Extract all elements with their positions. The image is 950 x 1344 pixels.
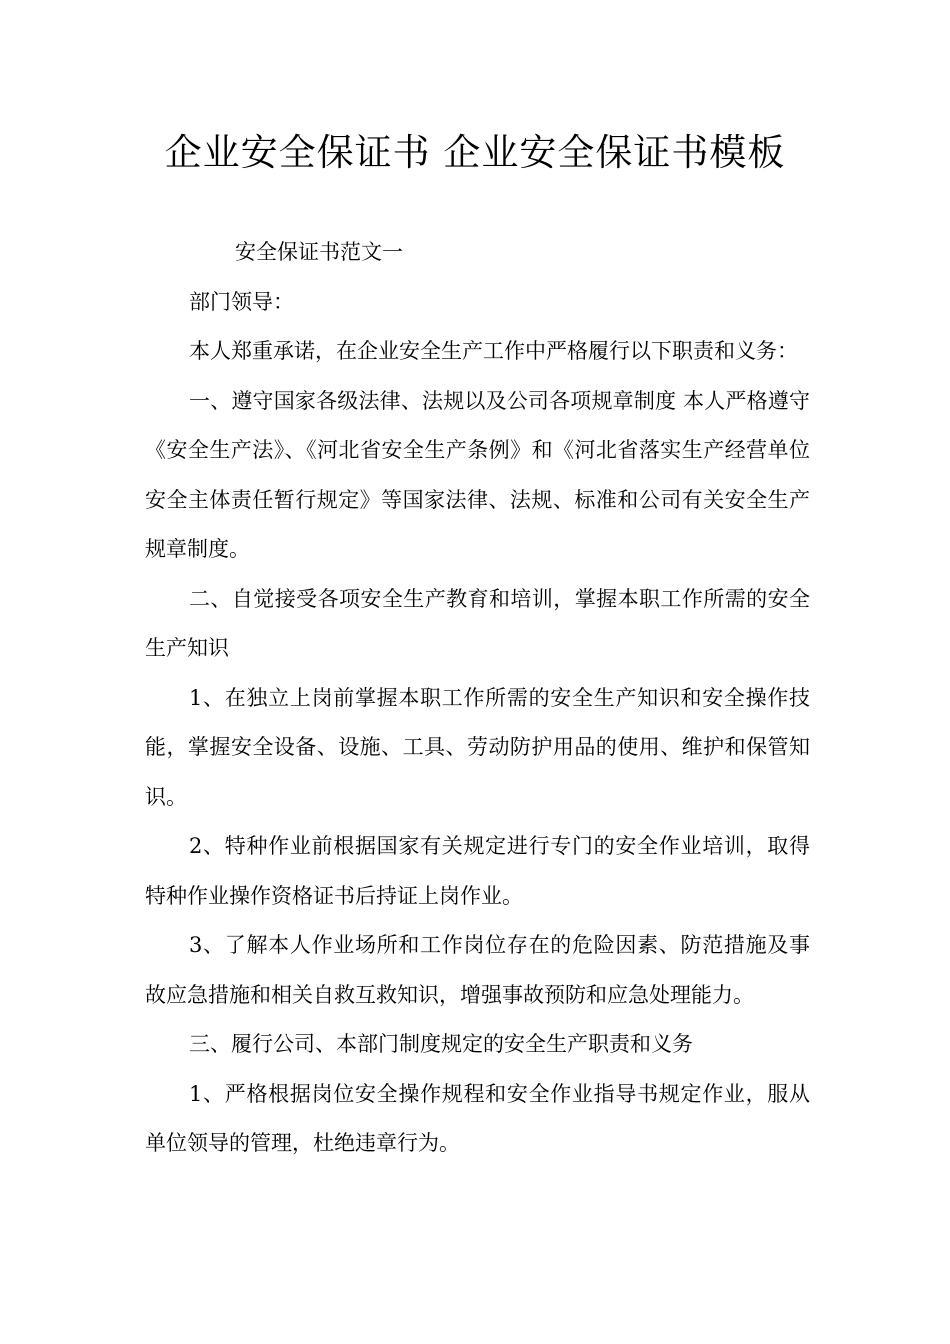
paragraph-item-3-1: 1、严格根据岗位安全操作规程和安全作业指导书规定作业，服从单位领导的管理，杜绝违章行为。 [145,1081,810,1155]
paragraph-item-2-1: 1、在独立上岗前掌握本职工作所需的安全生产知识和安全操作技能，掌握安全设备、设施、工具、劳动防护用品的使用、维护和保管知识。 [145,685,810,809]
salutation: 部门领导： [189,289,294,314]
paragraph-item-3: 三、履行公司、本部门制度规定的安全生产职责和义务 [189,1032,693,1056]
paragraph-item-2-2: 2、特种作业前根据国家有关规定进行专门的安全作业培训，取得特种作业操作资格证书后持证上岗作业。 [145,834,810,908]
paragraph-commitment: 本人郑重承诺，在企业安全生产工作中严格履行以下职责和义务： [189,339,798,363]
paragraph-item-2: 二、自觉接受各项安全生产教育和培训，掌握本职工作所需的安全生产知识 [145,586,810,660]
paragraph-item-2-3: 3、了解本人作业场所和工作岗位存在的危险因素、防范措施及事故应急措施和相关自救互救知识，增强事故预防和应急处理能力。 [145,933,810,1007]
paragraph-item-1: 一、遵守国家各级法律、法规以及公司各项规章制度 本人严格遵守《安全生产法》、《河北省安全生产条例》和《河北省落实生产经营单位安全主体责任暂行规定》等国家法律、法规、标准和公司有关安全生产规章制度。 [145,388,810,561]
document-title: 企业安全保证书 企业安全保证书模板 [164,131,786,174]
document-body [145,228,810,1169]
section-heading: 安全保证书范文一 [235,240,403,264]
